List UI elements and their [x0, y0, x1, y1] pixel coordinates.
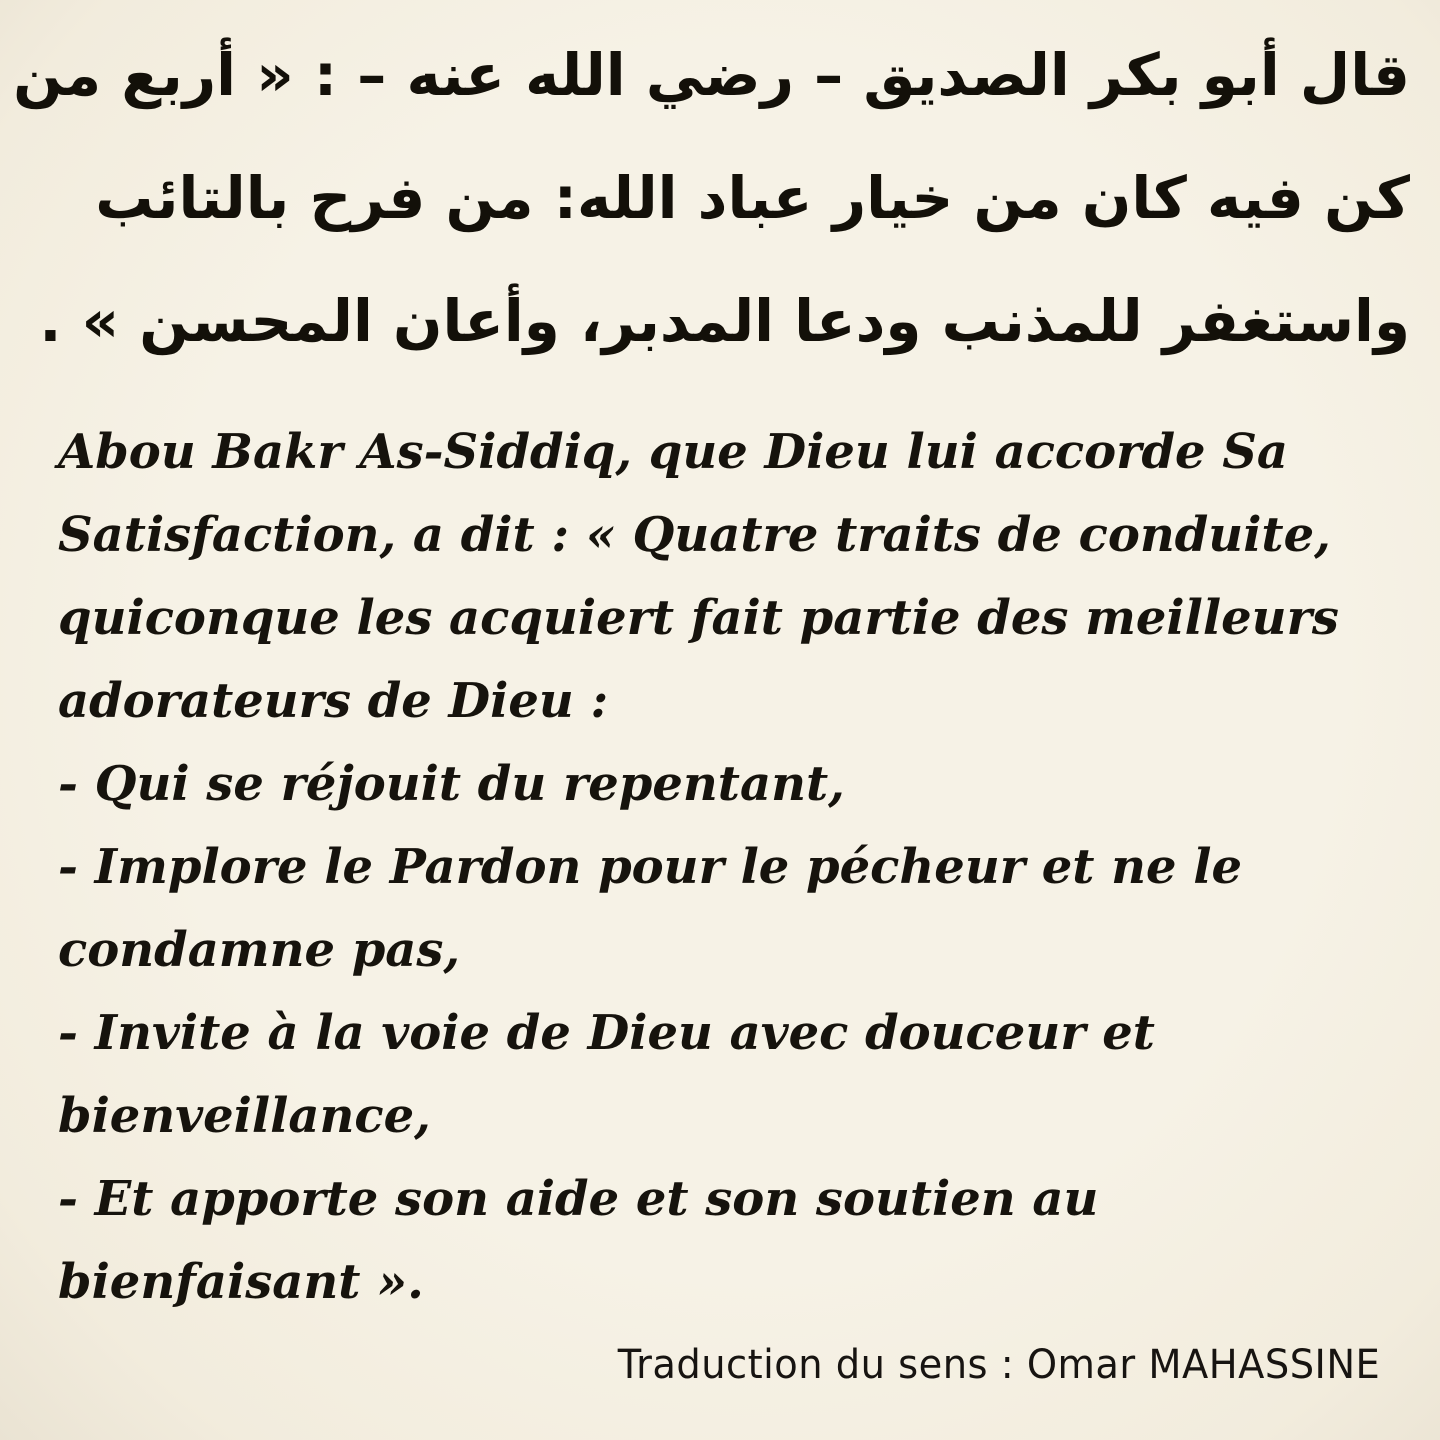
- french-line-8: - Invite à la voie de Dieu avec douceur et: [58, 1005, 1155, 1061]
- french-line-1: Abou Bakr As-Siddiq, que Dieu lui accorde Sa: [58, 424, 1289, 480]
- french-line-10: - Et apporte son aide et son soutien au: [58, 1171, 1099, 1227]
- french-line-9: bienveillance,: [58, 1088, 431, 1144]
- french-translation-block: [0, 383, 1440, 1324]
- french-line-5: - Qui se réjouit du repentant,: [58, 756, 845, 812]
- french-line-4: adorateurs de Dieu :: [58, 673, 609, 729]
- arabic-line-1: قال أبو بكر الصديق – رضي الله عنه – : « أربع من: [13, 41, 1410, 109]
- arabic-line-3: واستغفر للمذنب ودعا المدبر، وأعان المحسن » .: [39, 287, 1410, 355]
- arabic-quote-block: [0, 0, 1440, 383]
- french-line-2: Satisfaction, a dit : « Quatre traits de conduite,: [58, 507, 1331, 563]
- french-line-3: quiconque les acquiert fait partie des meilleurs: [58, 590, 1339, 646]
- french-line-7: condamne pas,: [58, 922, 461, 978]
- translation-credit: Traduction du sens : Omar MAHASSINE: [617, 1342, 1380, 1388]
- arabic-line-2: كن فيه كان من خيار عباد الله: من فرح بالتائب: [95, 164, 1410, 232]
- french-line-11: bienfaisant ».: [58, 1254, 424, 1310]
- french-line-6: - Implore le Pardon pour le pécheur et ne le: [58, 839, 1243, 895]
